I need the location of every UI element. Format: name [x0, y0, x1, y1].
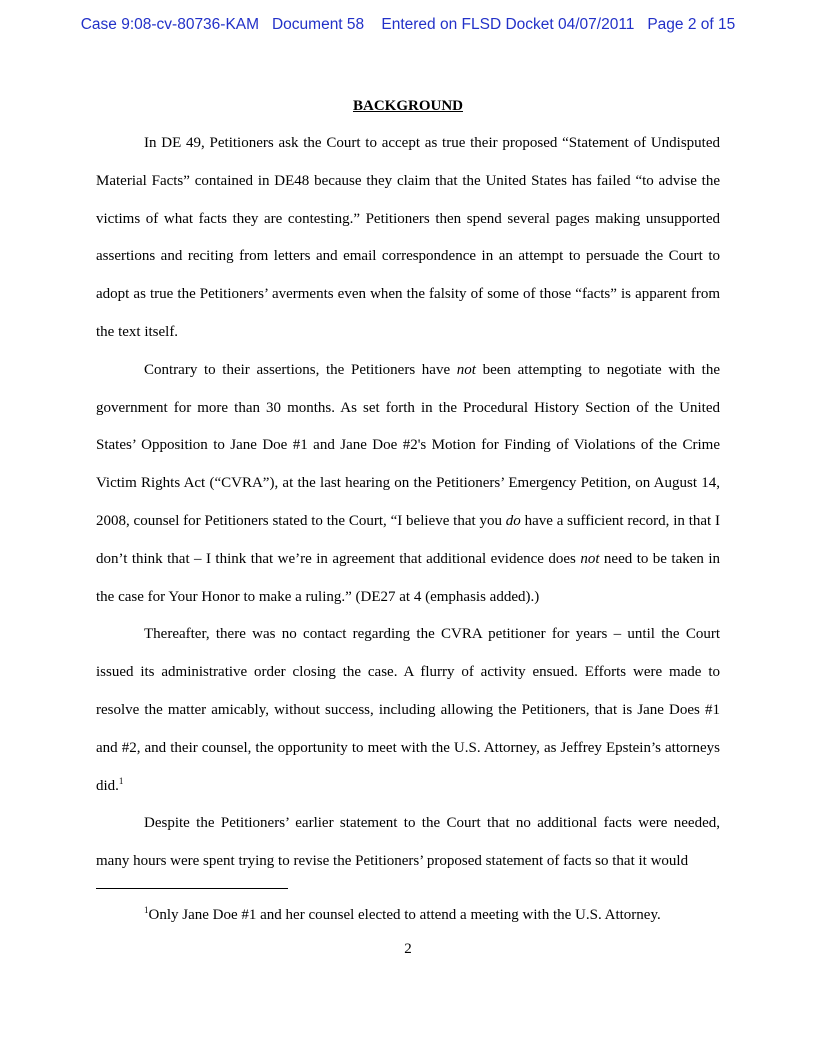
paragraph-3-text: Thereafter, there was no contact regarding the CVRA petitioner for years – until the Court issued its administrative order closing the case. A flurry of activity ensued. Efforts were made to resolve the matter amicably, without success, including allowing the Petitioners, that is Jane Does #1 and #2, and their counsel, the opportunity to meet with the U.S. Attorney, as Jeffrey Epstein’s attorneys did.: [96, 626, 720, 794]
paragraph-2: [96, 352, 720, 617]
paragraph-2-text-d: need to be taken in the case for Your Honor to make a ruling.” (DE27 at 4 (emphasis added).): [96, 550, 720, 605]
footnote-text: Only Jane Doe #1 and her counsel elected to attend a meeting with the U.S. Attorney.: [148, 907, 661, 923]
paragraph-1: In DE 49, Petitioners ask the Court to accept as true their proposed “Statement of Undisputed Material Facts” contained in DE48 because they claim that the United States has failed “to advise the victims of what facts they are contesting.” Petitioners then spend several pages making unsupported assertions and reciting from letters and email correspondence in an attempt to persuade the Court to adopt as true the Petitioners’ averments even when the falsity of some of those “facts” is apparent from the text itself.: [96, 135, 720, 340]
paragraph-3: [96, 616, 720, 805]
paragraph-4: Despite the Petitioners’ earlier statement to the Court that no additional facts were needed, many hours were spent trying to revise the Petitioners’ proposed statement of facts so that it would: [96, 815, 720, 870]
emphasis-not-1: not: [456, 361, 476, 378]
emphasis-not-2: not: [580, 550, 600, 567]
case-header-stamp: Case 9:08-cv-80736-KAM Document 58 Entered on FLSD Docket 04/07/2011 Page 2 of 15: [80, 16, 736, 33]
paragraph-2-text-b: been attempting to negotiate with the government for more than 30 months. As set forth in the Procedural History Section of the United States’ Opposition to Jane Doe #1 and Jane Doe #2's Motion for Finding of Violations of the Crime Victim Rights Act (“CVRA”), at the last hearing on the Petitioners’ Emergency Petition, on August 14, 2008, counsel for Petitioners stated to the Court, “I believe that you: [96, 361, 720, 529]
emphasis-do: do: [505, 512, 521, 529]
page-number: 2: [404, 941, 412, 957]
footnote-divider: [96, 888, 288, 889]
footnote: [96, 905, 720, 925]
document-body: [96, 94, 720, 881]
section-heading: BACKGROUND: [352, 98, 463, 114]
paragraph-2-text-c: have a sufficient record, in that I don’t think that – I think that we’re in agreement that additional evidence does: [96, 512, 720, 567]
footnote-ref: 1: [118, 775, 124, 786]
paragraph-2-text-a: Contrary to their assertions, the Petitioners have: [144, 361, 457, 378]
footnote-number: 1: [144, 905, 149, 915]
